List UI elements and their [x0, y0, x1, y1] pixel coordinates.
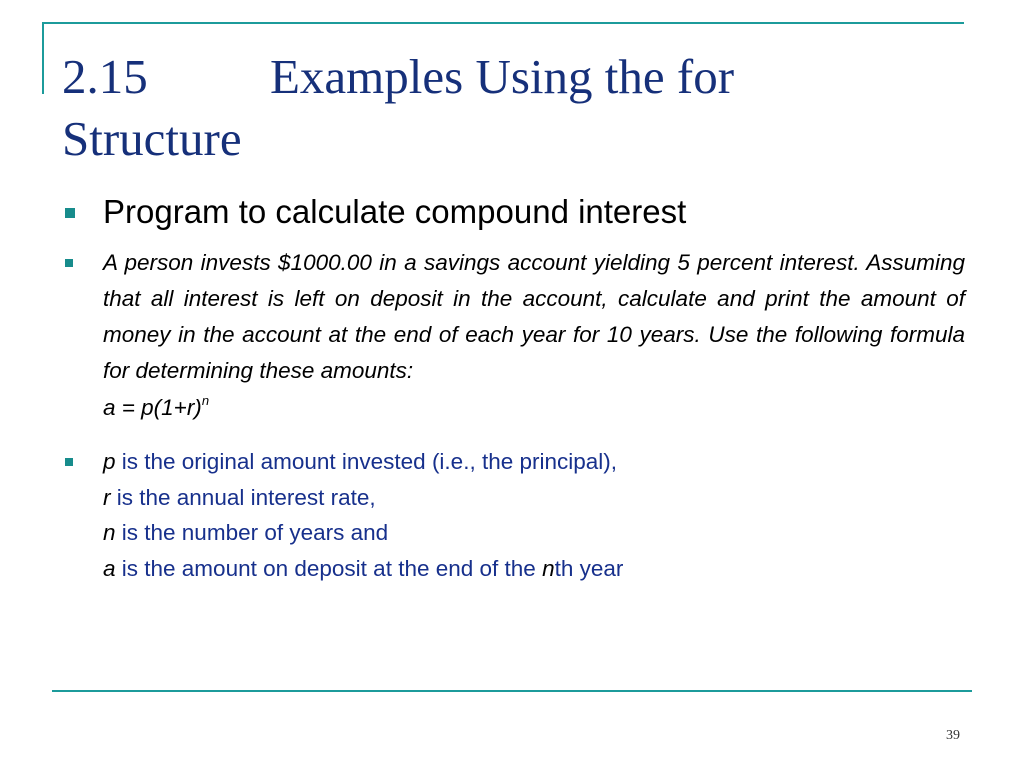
bullet-text: Program to calculate compound interest [103, 193, 687, 230]
definition-text: is the amount on deposit at the end of the [115, 555, 543, 581]
formula-base: a = p(1+r) [103, 395, 202, 420]
bullet-compound-interest [62, 190, 965, 234]
page-number: 39 [946, 728, 960, 743]
definition-line [103, 444, 965, 480]
slide-title [62, 46, 962, 170]
definition-text: is the number of years and [115, 520, 389, 545]
top-rule [43, 22, 964, 24]
definition-variable: n [103, 520, 116, 545]
left-accent-rule [42, 22, 44, 94]
square-bullet-icon [65, 259, 73, 267]
definition-line [103, 515, 965, 551]
title-text-line1: Examples Using the for [270, 49, 735, 104]
title-number: 2.15 [62, 49, 148, 104]
definition-text: is the original amount invested (i.e., the principal), [115, 449, 618, 474]
formula [62, 390, 965, 426]
formula-exponent: n [201, 393, 210, 408]
title-text-line2: Structure [62, 111, 242, 166]
definition-text: th year [554, 555, 624, 581]
definition-line [103, 551, 965, 587]
bullet-list [62, 190, 965, 586]
definition-line [103, 480, 965, 516]
definition-variable: p [103, 449, 116, 474]
square-bullet-icon [65, 208, 75, 218]
bullet-problem-statement [62, 245, 965, 389]
bullet-text: A person invests $1000.00 in a savings account yielding 5 percent interest. Assuming that all interest is left on deposit in the account, calculate and print the amount of money in the account at the end of each year for 10 years. Use the following formula for determining these amounts: [103, 250, 965, 383]
definition-variable: n [542, 555, 555, 581]
bottom-rule [52, 690, 972, 692]
bullet-definitions [62, 444, 965, 586]
definition-text: is the annual interest rate, [110, 484, 376, 510]
square-bullet-icon [65, 458, 73, 466]
definition-variable: r [103, 484, 111, 510]
definition-variable: a [103, 555, 116, 581]
